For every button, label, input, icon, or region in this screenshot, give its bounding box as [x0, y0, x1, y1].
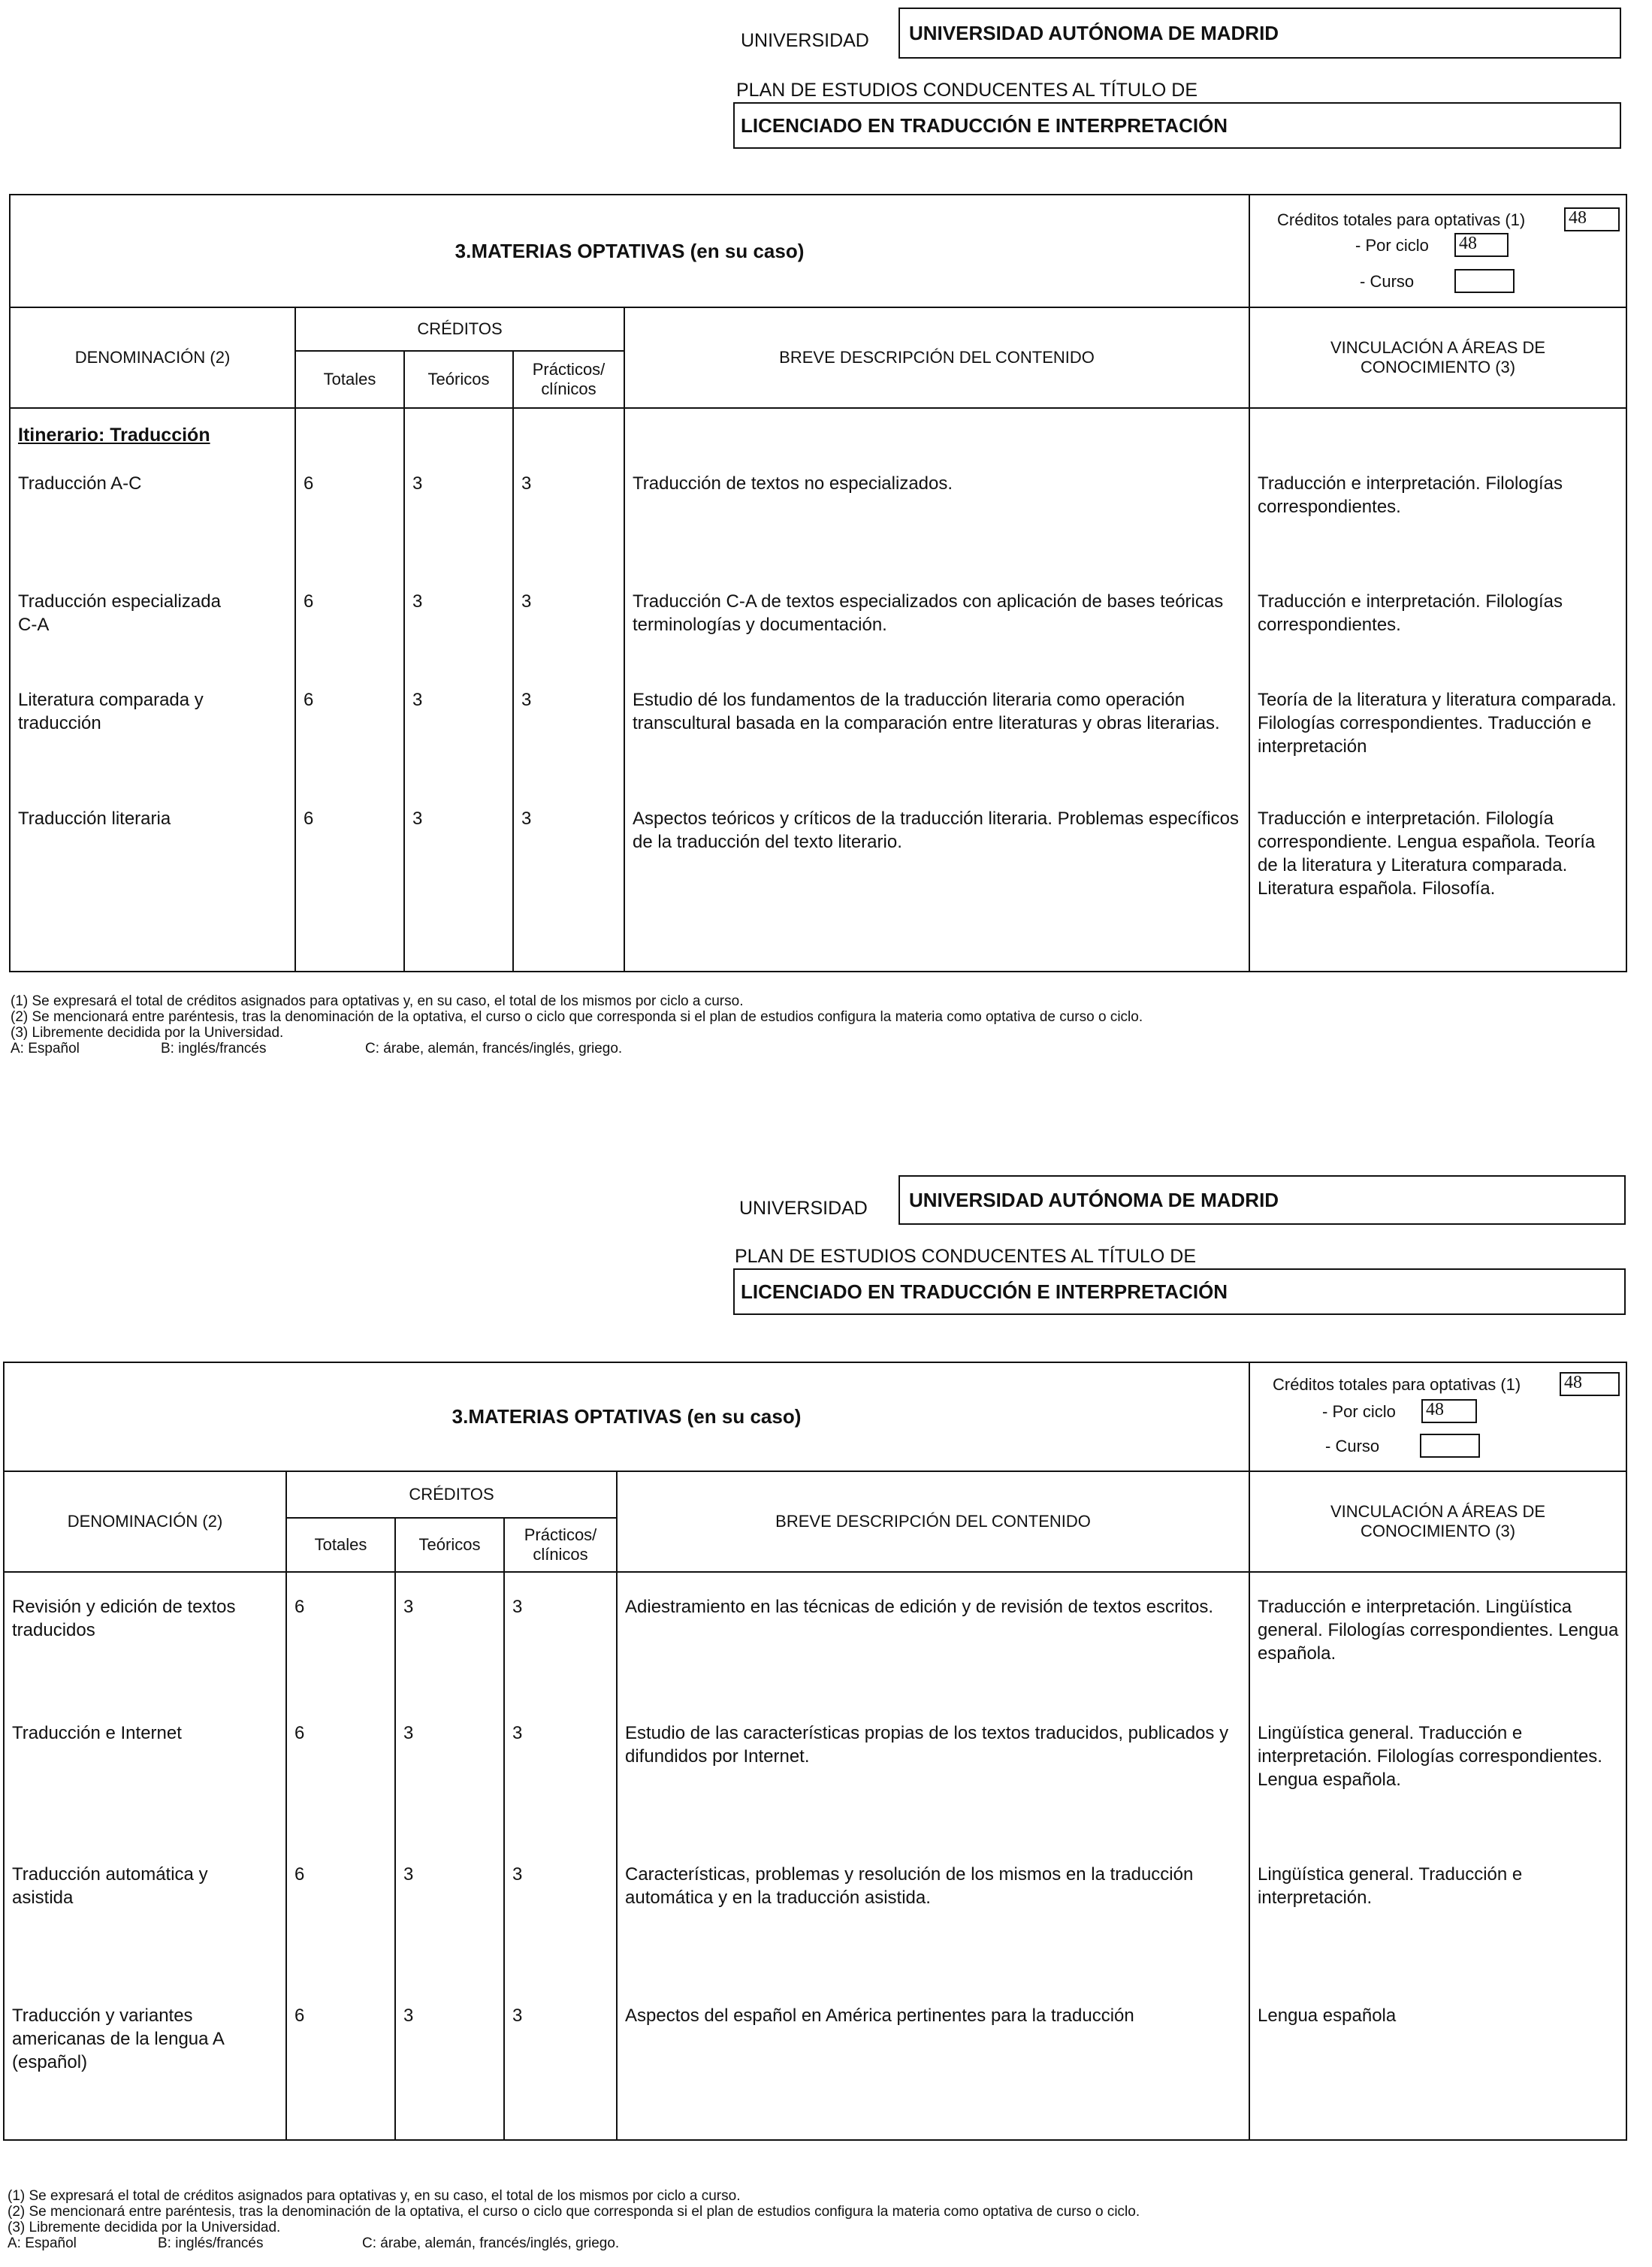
column-vinculacion: [1249, 408, 1626, 972]
row-2-totales: 6: [304, 591, 314, 612]
row-2-totales: 6: [294, 1723, 305, 1743]
row-3-areas: Lingüística general. Traducción e interpretación.: [1258, 1864, 1523, 1908]
itinerary-label: Itinerario: Traducción: [18, 425, 210, 446]
header-denominacion: DENOMINACIÓN (2): [10, 307, 295, 408]
row-2-areas: Traducción e interpretación. Filologías correspondientes.: [1258, 591, 1563, 635]
row-1-practicos: 3: [521, 473, 532, 494]
course-value: [1454, 269, 1515, 293]
header-creditos: CRÉDITOS: [286, 1471, 617, 1518]
row-2-name: Traducción e Internet: [12, 1723, 182, 1743]
row-2-teoricos: 3: [412, 591, 423, 612]
row-1-practicos: 3: [512, 1597, 523, 1617]
course-label: - Curso: [1325, 1437, 1380, 1455]
header-totales: Totales: [295, 351, 404, 408]
course-label: - Curso: [1360, 272, 1415, 291]
footnote-1: (1) Se expresará el total de créditos asignados para optativas y, en su caso, el total de los mismos por ciclo a curso.: [11, 993, 744, 1009]
row-1-name: Traducción A-C: [18, 473, 142, 494]
column-descripcion: [617, 1572, 1249, 2140]
per-cycle-value: 48: [1454, 233, 1509, 257]
row-4-teoricos: 3: [403, 2006, 414, 2026]
row-4-practicos: 3: [512, 2006, 523, 2026]
language-a: A: Español: [8, 2235, 77, 2251]
header-teoricos: Teóricos: [404, 351, 513, 408]
row-1-totales: 6: [294, 1597, 305, 1617]
header-descripcion: BREVE DESCRIPCIÓN DEL CONTENIDO: [624, 307, 1249, 408]
section-title: 3.MATERIAS OPTATIVAS (en su caso): [10, 195, 1249, 307]
row-1-teoricos: 3: [403, 1597, 414, 1617]
per-cycle-label: - Por ciclo: [1355, 236, 1429, 255]
footnote-2: (2) Se mencionará entre paréntesis, tras la denominación de la optativa, el curso o ciclo que corresponda si el plan de estudios configura la materia como optativa de curso o ciclo.: [11, 1009, 1143, 1025]
university-name-box: UNIVERSIDAD AUTÓNOMA DE MADRID: [898, 1175, 1626, 1225]
credits-summary: [1249, 195, 1626, 307]
row-4-practicos: 3: [521, 809, 532, 829]
row-2-areas: Lingüística general. Traducción e interpretación. Filologías correspondientes. Lengua española.: [1258, 1723, 1602, 1790]
row-4-description: Aspectos teóricos y críticos de la traducción literaria. Problemas específicos de la traducción del texto literario.: [633, 809, 1240, 852]
credits-total-value: 48: [1560, 1372, 1620, 1396]
per-cycle-label: - Por ciclo: [1322, 1402, 1396, 1421]
row-1-description: Traducción de textos no especializados.: [633, 473, 953, 494]
row-3-totales: 6: [304, 690, 314, 710]
language-codes: [11, 1041, 1143, 1056]
section-title: 3.MATERIAS OPTATIVAS (en su caso): [4, 1362, 1249, 1471]
column-practicos: [504, 1572, 617, 2140]
credits-total-label: Créditos totales para optativas (1): [1273, 1375, 1521, 1394]
header-creditos: CRÉDITOS: [295, 307, 624, 351]
footnote-3: (3) Libremente decidida por la Universidad.: [11, 1025, 284, 1041]
page-2: [0, 1157, 1652, 2267]
row-3-description: Características, problemas y resolución de los mismos en la traducción automática y en la traducción asistida.: [625, 1864, 1194, 1908]
footnote-1: (1) Se expresará el total de créditos asignados para optativas y, en su caso, el total de los mismos por ciclo a curso.: [8, 2188, 741, 2204]
column-vinculacion: [1249, 1572, 1626, 2140]
row-3-teoricos: 3: [412, 690, 423, 710]
page-1: [0, 0, 1652, 1120]
column-practicos: [513, 408, 624, 972]
row-4-name: Traducción y variantes americanas de la lengua A (español): [12, 2006, 224, 2072]
row-1-areas: Traducción e interpretación. Filologías correspondientes.: [1258, 473, 1563, 517]
row-3-practicos: 3: [512, 1864, 523, 1885]
language-c: C: árabe, alemán, francés/inglés, griego.: [365, 1041, 623, 1056]
row-3-areas: Teoría de la literatura y literatura comparada. Filologías correspondientes. Traducción e interpretación: [1258, 690, 1617, 757]
row-1-name: Revisión y edición de textos traducidos: [12, 1597, 236, 1640]
optional-subjects-table: [3, 1362, 1627, 2141]
credits-total-label: Créditos totales para optativas (1): [1277, 210, 1526, 229]
row-1-areas: Traducción e interpretación. Lingüística general. Filologías correspondientes. Lengua española.: [1258, 1597, 1619, 1664]
language-b: B: inglés/francés: [158, 2235, 264, 2251]
column-denominacion: [4, 1572, 286, 2140]
column-totales: [295, 408, 404, 972]
row-4-description: Aspectos del español en América pertinentes para la traducción: [625, 2006, 1134, 2026]
per-cycle-value: 48: [1421, 1399, 1477, 1423]
header-practicos: Prácticos/ clínicos: [504, 1518, 617, 1572]
row-4-areas: Lengua española: [1258, 2006, 1397, 2026]
plan-label: PLAN DE ESTUDIOS CONDUCENTES AL TÍTULO DE: [736, 80, 1198, 101]
language-a: A: Español: [11, 1041, 80, 1056]
row-1-teoricos: 3: [412, 473, 423, 494]
row-2-description: Traducción C-A de textos especializados con aplicación de bases teóricas terminologías y documentación.: [633, 591, 1224, 635]
row-2-teoricos: 3: [403, 1723, 414, 1743]
row-3-description: Estudio dé los fundamentos de la traducción literaria como operación transcultural basada en la comparación entre literaturas y obras literarias.: [633, 690, 1220, 733]
credits-summary: [1249, 1362, 1626, 1471]
footnotes: [8, 2188, 1140, 2251]
row-1-totales: 6: [304, 473, 314, 494]
row-1-description: Adiestramiento en las técnicas de edición y de revisión de textos escritos.: [625, 1597, 1214, 1617]
row-2-practicos: 3: [521, 591, 532, 612]
footnote-2: (2) Se mencionará entre paréntesis, tras la denominación de la optativa, el curso o ciclo que corresponda si el plan de estudios configura la materia como optativa de curso o ciclo.: [8, 2204, 1140, 2220]
row-2-practicos: 3: [512, 1723, 523, 1743]
row-3-practicos: 3: [521, 690, 532, 710]
column-denominacion: [10, 408, 295, 972]
column-totales: [286, 1572, 395, 2140]
language-codes: [8, 2235, 1140, 2251]
footnote-3: (3) Libremente decidida por la Universidad.: [8, 2220, 281, 2235]
row-4-totales: 6: [294, 2006, 305, 2026]
header-practicos: Prácticos/ clínicos: [513, 351, 624, 408]
header-teoricos: Teóricos: [395, 1518, 504, 1572]
row-4-totales: 6: [304, 809, 314, 829]
university-name-box: UNIVERSIDAD AUTÓNOMA DE MADRID: [898, 8, 1621, 59]
row-2-description: Estudio de las características propias de los textos traducidos, publicados y difundidos por Internet.: [625, 1723, 1229, 1767]
degree-title-box: LICENCIADO EN TRADUCCIÓN E INTERPRETACIÓN: [733, 1268, 1626, 1315]
university-label: UNIVERSIDAD: [741, 30, 869, 51]
language-c: C: árabe, alemán, francés/inglés, griego.: [362, 2235, 620, 2251]
row-3-name: Literatura comparada y traducción: [18, 690, 204, 733]
optional-subjects-table: [9, 194, 1627, 972]
header-totales: Totales: [286, 1518, 395, 1572]
column-teoricos: [395, 1572, 504, 2140]
header-vinculacion: VINCULACIÓN A ÁREAS DE CONOCIMIENTO (3): [1249, 1471, 1626, 1572]
header-vinculacion: VINCULACIÓN A ÁREAS DE CONOCIMIENTO (3): [1249, 307, 1626, 408]
course-value: [1420, 1434, 1480, 1458]
column-descripcion: [624, 408, 1249, 972]
row-3-name: Traducción automática y asistida: [12, 1864, 208, 1908]
header-denominacion: DENOMINACIÓN (2): [4, 1471, 286, 1572]
plan-label: PLAN DE ESTUDIOS CONDUCENTES AL TÍTULO DE: [735, 1246, 1197, 1267]
credits-total-value: 48: [1564, 207, 1620, 231]
degree-title-box: LICENCIADO EN TRADUCCIÓN E INTERPRETACIÓN: [733, 102, 1621, 149]
row-3-teoricos: 3: [403, 1864, 414, 1885]
row-4-areas: Traducción e interpretación. Filología correspondiente. Lengua española. Teoría de la literatura y Literatura comparada. Literatura española. Filosofía.: [1258, 809, 1596, 899]
university-label: UNIVERSIDAD: [739, 1198, 868, 1219]
header-descripcion: BREVE DESCRIPCIÓN DEL CONTENIDO: [617, 1471, 1249, 1572]
row-4-name: Traducción literaria: [18, 809, 171, 829]
row-4-teoricos: 3: [412, 809, 423, 829]
language-b: B: inglés/francés: [161, 1041, 267, 1056]
row-3-totales: 6: [294, 1864, 305, 1885]
row-2-name: Traducción especializada C-A: [18, 591, 221, 635]
footnotes: [11, 993, 1143, 1056]
column-teoricos: [404, 408, 513, 972]
